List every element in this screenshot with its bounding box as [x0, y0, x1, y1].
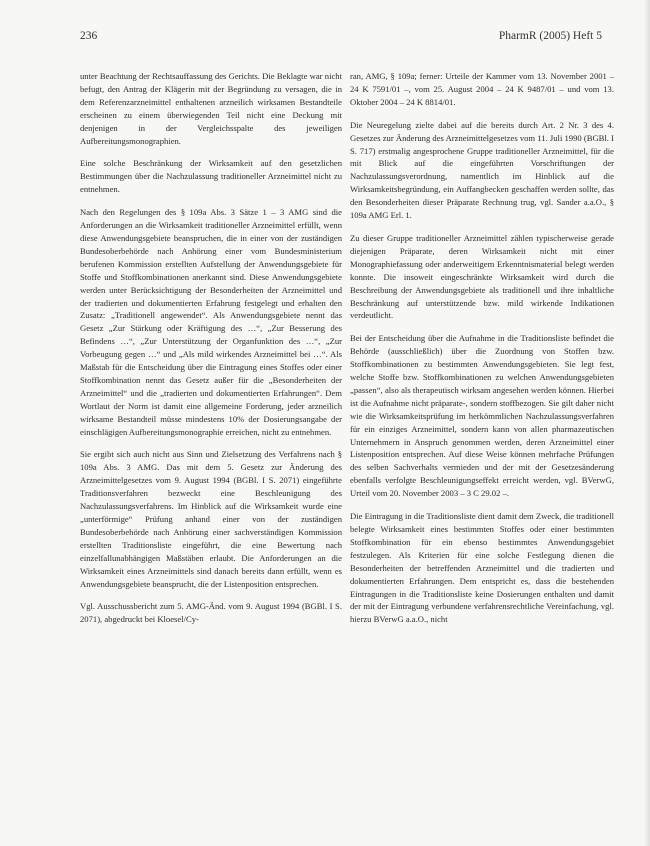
paragraph: ran, AMG, § 109a; ferner: Urteile der Kammer vom 13. November 2001 – 24 K 7591/01 –, vom 25. August 2004 – 24 K 9487/01 – und vom 13. Oktober 2004 – 24 K 8814/01.: [350, 71, 614, 107]
paragraph: Sie ergibt sich auch nicht aus Sinn und Zielsetzung des Verfahrens nach § 109a Abs. 3 AMG. Das mit dem 5. Gesetz zur Änderung des Arzneimittelgesetzes vom 9. August 1994 (BGBl. I S. 2071) eingeführte Traditionsverfahren bezweckt eine Beschleunigung des Nachzulassungsverfahrens. Im Hinblick auf die Wirksamkeit wurde eine „unterförmige“ Prüfung anhand einer von der zuständigen Bundesoberbehörde nach Anhörung einer sachverständigen Kommission erstellten Traditionsliste eingeführt, die eine Bewertung nach einzelfallunabhängigen Maßstäben erlaubt. Die Anforderungen an die Wirksamkeit eines Arzneimittels sind danach bereits dann erfüllt, wenn es Anwendungsgebiete beansprucht, die der Listenposition entsprechen.: [80, 449, 342, 589]
paragraph: Die Eintragung in die Traditionsliste dient damit dem Zweck, die traditionell belegte Wirksamkeit eines bestimmten Stoffes oder einer bestimmten Stoffkombination für ein ebenso bestimmtes Anwendungsgebiet festzulegen. Als Kriterien für eine solche Festlegung dienen die Besonderheiten der betreffenden Arzneimittel und die tradierten und dokumentierten Erfahrungen. Dem entspricht es, dass die bestehenden Eintragungen in die Traditionsliste keine Dosierungen enthalten und damit der mit der Eintragung verbundene verfahrensrechtliche Vereinfachung, vgl. hierzu BVerwG a.a.O., nicht: [350, 511, 614, 625]
left-column: [80, 70, 342, 636]
page-header: [80, 30, 602, 48]
journal-reference: PharmR (2005) Heft 5: [498, 30, 602, 42]
right-column: [350, 70, 614, 636]
paragraph: Zu dieser Gruppe traditioneller Arzneimittel zählen typischerweise gerade diejenigen Präparate, deren Wirksamkeit nicht mit einer Monographiefassung oder anderweitigem Erkenntnismaterial belegt werden konnte. Die insoweit eingeschränkte Wirksamkeit wird durch die Beschreibung der Anwendungsgebiete als traditionell und ihre inhaltliche Beschränkung auf unterstützende bzw. mild wirkende Indikationen verdeutlicht.: [350, 232, 614, 321]
paragraph: Nach den Regelungen des § 109a Abs. 3 Sätze 1 – 3 AMG sind die Anforderungen an die Wirksamkeit traditioneller Arzneimittel erfüllt, wenn diese Anwendungsgebiete beanspruchen, die in einer von der zuständigen Bundesoberbehörde nach Anhörung einer vom Bundesministerium berufenen Kommission erstellten Aufstellung der Anwendungsgebiete für Stoffe und Stoffkombinationen anerkannt sind. Diese Anwendungsgebiete werden unter Berücksichtigung der Besonderheiten der Arzneimittel und der tradierten und dokumentierten Erfahrung festgelegt und erhalten den Zusatz: „Traditionell angewendet“. Als Anwendungsgebiete nennt das Gesetz „Zur Stärkung oder Kräftigung des …“, „Zur Besserung des Befindens …“, „Zur Unterstützung der Organfunktion des …“, „Zur Vorbeugung gegen …“ und „Als mild wirkendes Arzneimittel bei …“. Als Maßstab für die Entscheidung über die Eintragung eines Stoffes oder einer Stoffkombination nennt das Gesetz außer für die „Besonderheiten der Arzneimittel“ und die „tradierten und dokumentierten Erfahrungen“. Dem Wortlaut der Norm ist damit eine allgemeine Forderung, jeder arzneilich wirksame Bestandteil müsse mindestens 10% der Dosierungsangabe der einschlägigen Aufbereitungsmonographie erreichen, nicht zu entnehmen.: [80, 207, 342, 437]
paragraph: unter Beachtung der Rechtsauffassung des Gerichts. Die Beklagte war nicht befugt, den Antrag der Klägerin mit der Begründung zu versagen, die in dem Referenzarzneimittel enthaltenen arzneilich wirksamen Bestandteile erscheinen zu einem überwiegenden Teil nicht eine Deckung mit denjenigen in der Vergleichsspalte des jeweiligen Aufbereitungsmonographien.: [80, 71, 342, 146]
paragraph: Bei der Entscheidung über die Aufnahme in die Traditionsliste befindet die Behörde (ausschließlich) über die Zuordnung von Stoffen bzw. Stoffkombinationen zu bestimmten Anwendungsgebieten. Sie legt fest, welche Stoffe bzw. Stoffkombinationen zu welchen Anwendungsgebieten „passen“, also als therapeutisch wirksam angesehen werden können. Hierbei ist die Aufnahme nicht präparate-, sondern stoffbezogen. Sie gilt daher nicht wie die Wirksamkeitsprüfung im herkömmlichen Nachzulassungsverfahren für ein einziges Arzneimittel, sondern kann von allen pharmazeutischen Unternehmern in Anspruch genommen werden, deren Arzneimittel einer Listenposition entsprechen. Auf diese Weise können mehrfache Prüfungen des selben Sachverhalts vermieden und der mit der Gesetzesänderung ebenfalls verfolgte Beschleunigungseffekt erreicht werden, vgl. BVerwG, Urteil vom 20. November 2003 – 3 C 29.02 –.: [350, 333, 614, 499]
paragraph: Eine solche Beschränkung der Wirksamkeit auf den gesetzlichen Bestimmungen über die Nachzulassung traditioneller Arzneimittel nicht zu entnehmen.: [80, 158, 342, 195]
paragraph: Vgl. Ausschussbericht zum 5. AMG-Änd. vom 9. August 1994 (BGBl. I S. 2071), abgedruckt bei Kloesel/Cy-: [80, 601, 342, 625]
paragraph: Die Neuregelung zielte dabei auf die bereits durch Art. 2 Nr. 3 des 4. Gesetzes zur Änderung des Arzneimittelgesetzes vom 11. Juli 1990 (BGBl. I S. 717) erstmalig angesprochene Gruppe traditioneller Arzneimittel, für die mit Blick auf die eingeführten Vorschriftungen der Nachzulassungsverordnung, namentlich im Hinblick auf die Wirksamkeitsbegründung, ein Auffangbecken geschaffen werden sollte, das den Besonderheiten dieser Präparate Rechnung trug, vgl. Sander a.a.O., § 109a AMG Erl. 1.: [350, 119, 614, 221]
page-number: 236: [80, 30, 98, 42]
page-edge-shadow: [644, 0, 650, 846]
